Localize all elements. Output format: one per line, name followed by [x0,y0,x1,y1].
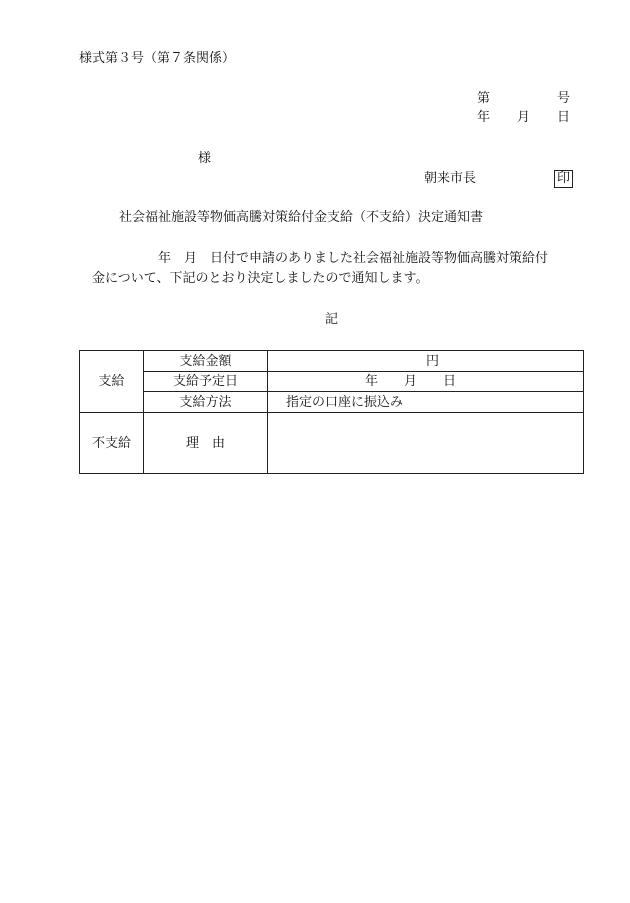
reason-value [268,413,584,474]
reason-label: 理 由 [144,413,268,474]
nonpayment-header: 不支給 [80,413,144,474]
form-number-label: 様式第３号（第７条関係） [79,51,236,66]
ki-heading: 記 [325,312,339,327]
amount-label: 支給金額 [144,351,268,372]
date-month-label: 月 [517,110,531,125]
table-row-nonpayment [80,413,584,474]
body-line-2: 金について、下記のとおり決定しましたので通知します。 [92,271,429,286]
scheduled-date-value: 年 月 日 [268,372,584,392]
amount-value: 円 [268,351,584,372]
table-row-amount [80,351,584,372]
table-row-method [80,392,584,413]
date-year-label: 年 [477,110,491,125]
seal-mark [554,170,573,188]
document-title: 社会福祉施設等物価高騰対策給付金支給（不支給）決定通知書 [119,210,484,225]
document-number-prefix: 第 [477,91,491,106]
table-row-date [80,372,584,392]
payment-header: 支給 [80,351,144,413]
payment-method-label: 支給方法 [144,392,268,413]
body-line-1: 年 月 日付で申請のありました社会福祉施設等物価高騰対策給付 [158,251,549,266]
decision-table [79,350,584,474]
scheduled-date-label: 支給予定日 [144,372,268,392]
document-number-suffix: 号 [557,91,571,106]
recipient-honorific: 様 [198,151,212,166]
date-day-label: 日 [557,110,571,125]
seal-mark-text: 印 [554,170,573,188]
payment-method-value: 指定の口座に振込み [268,392,584,413]
issuer-title: 朝来市長 [424,171,477,186]
